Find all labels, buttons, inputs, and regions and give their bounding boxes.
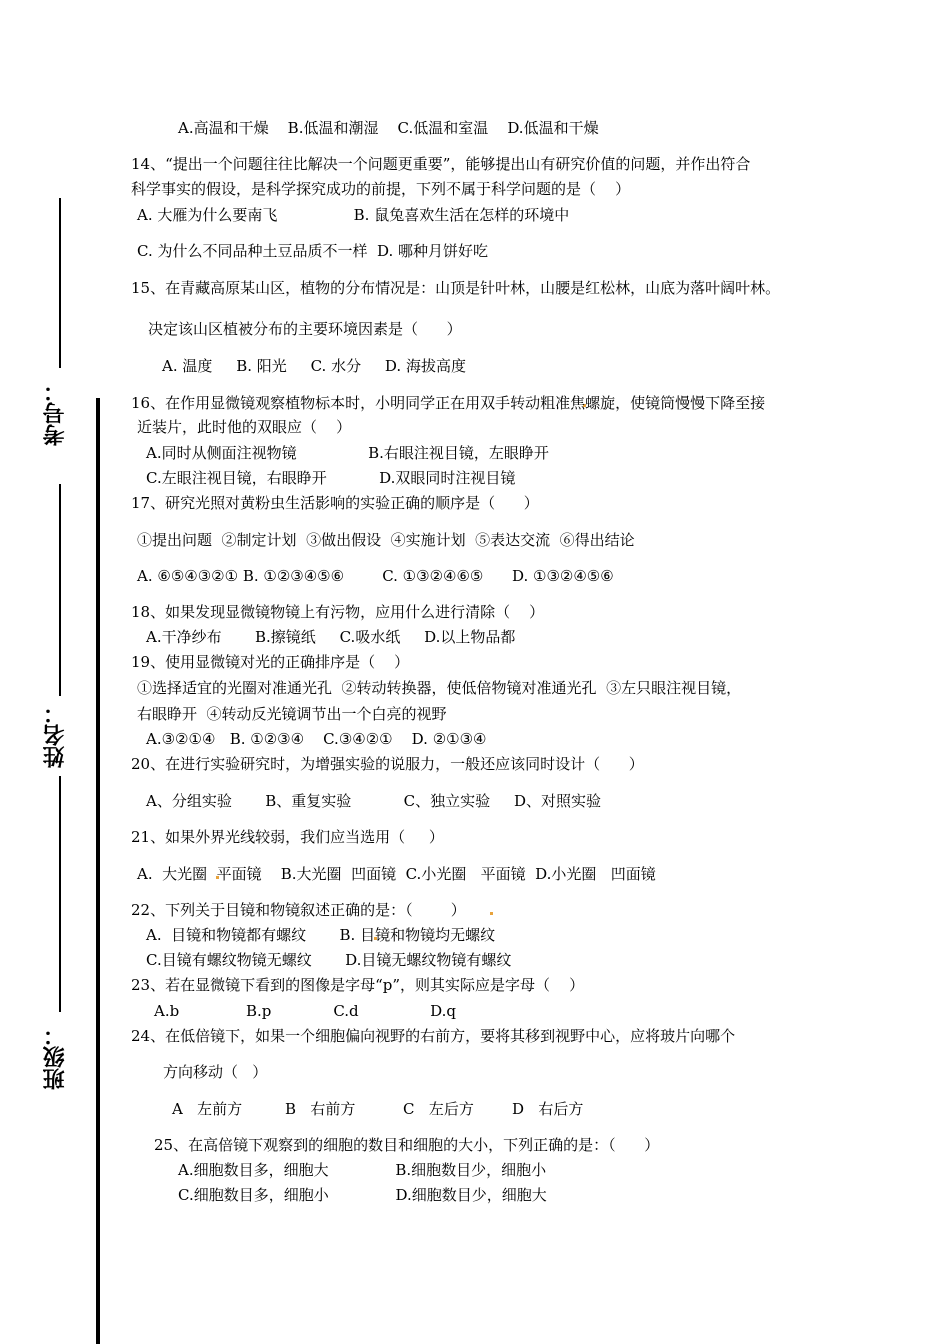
binding-line <box>96 398 100 1344</box>
q22-stem: 22、下列关于目镜和物镜叙述正确的是：（ ） <box>131 901 466 919</box>
q17-options: A. ⑥⑤④③②① B. ①②③④⑤⑥ C. ①③②④⑥⑤ D. ①③②④⑤⑥ <box>137 567 614 585</box>
q15-options: A. 温度 B. 阳光 C. 水分 D. 海拔高度 <box>162 357 466 375</box>
class-label: 班级： <box>43 1024 68 1090</box>
q22-options-ab: A. 目镜和物镜都有螺纹 B. 目镜和物镜均无螺纹 <box>146 926 496 944</box>
stray-dot <box>490 912 493 915</box>
q21-stem: 21、如果外界光线较弱，我们应当选用（ ） <box>131 828 444 846</box>
q14-stem: 14、“提出一个问题往往比解决一个问题更重要”，能够提出山有研究价值的问题，并作出符合 <box>131 155 751 173</box>
q16-stem-cont: 近装片，此时他的双眼应（ ） <box>137 418 352 436</box>
q19-steps: ①选择适宜的光圈对准通光孔 ②转动转换器，使低倍物镜对准通光孔 ③左只眼注视目镜， <box>137 679 742 697</box>
q19-steps-cont: 右眼睁开 ④转动反光镜调节出一个白亮的视野 <box>137 705 447 723</box>
q15-stem: 15、在青藏高原某山区，植物的分布情况是：山顶是针叶林，山腰是红松林，山底为落叶阔叶林。 <box>131 279 781 297</box>
q18-stem: 18、如果发现显微镜物镜上有污物，应用什么进行清除（ ） <box>131 603 545 621</box>
q22-options-cd: C.目镜有螺纹物镜无螺纹 D.目镜无螺纹物镜有螺纹 <box>146 951 512 969</box>
name-underline <box>59 484 61 696</box>
class-underline <box>59 776 61 1012</box>
q25-stem: 25、在高倍镜下观察到的细胞的数目和细胞的大小，下列正确的是：（ ） <box>154 1136 660 1154</box>
q15-stem-cont: 决定该山区植被分布的主要环境因素是（ ） <box>148 320 462 338</box>
q16-options-ab: A.同时从侧面注视物镜 B.右眼注视目镜，左眼睁开 <box>146 444 549 462</box>
q23-stem: 23、若在显微镜下看到的图像是字母“p”，则其实际应是字母（ ） <box>131 976 585 994</box>
q25-options-cd: C.细胞数目多，细胞小 D.细胞数目少，细胞大 <box>178 1186 547 1204</box>
q17-stem: 17、研究光照对黄粉虫生活影响的实验正确的顺序是（ ） <box>131 494 539 512</box>
q25-options-ab: A.细胞数目多，细胞大 B.细胞数目少，细胞小 <box>178 1161 547 1179</box>
q19-options: A.③②①④ B. ①②③④ C.③④②① D. ②①③④ <box>146 730 487 748</box>
q13-options: A.高温和干燥 B.低温和潮湿 C.低温和室温 D.低温和干燥 <box>178 119 599 137</box>
exam-no-label: 考号： <box>43 380 68 446</box>
q16-stem: 16、在作用显微镜观察植物标本时，小明同学正在用双手转动粗准焦螺旋，使镜筒慢慢下降至接 <box>131 394 766 412</box>
q20-stem: 20、在进行实验研究时，为增强实验的说服力，一般还应该同时设计（ ） <box>131 755 644 773</box>
q14-options-ab: A. 大雁为什么要南飞 B. 鼠兔喜欢生活在怎样的环境中 <box>137 206 570 224</box>
q16-options-cd: C.左眼注视目镜，右眼睁开 D.双眼同时注视目镜 <box>146 469 516 487</box>
q19-stem: 19、使用显微镜对光的正确排序是（ ） <box>131 653 410 671</box>
q24-options: A 左前方 B 右前方 C 左后方 D 右后方 <box>172 1100 584 1118</box>
q21-options: A. 大光圈 平面镜 B.大光圈 凹面镜 C.小光圈 平面镜 D.小光圈 凹面镜 <box>137 865 656 883</box>
q20-options: A、分组实验 B、重复实验 C、独立实验 D、对照实验 <box>146 792 602 810</box>
q18-options: A.干净纱布 B.擦镜纸 C.吸水纸 D.以上物品都 <box>146 628 516 646</box>
q24-stem: 24、在低倍镜下，如果一个细胞偏向视野的右前方，要将其移到视野中心，应将玻片向哪个 <box>131 1027 736 1045</box>
q14-stem-cont: 科学事实的假设，是科学探究成功的前提，下列不属于科学问题的是（ ） <box>131 180 631 198</box>
q23-options: A.b B.p C.d D.q <box>154 1002 457 1020</box>
q17-steps: ①提出问题 ②制定计划 ③做出假设 ④实施计划 ⑤表达交流 ⑥得出结论 <box>137 531 635 549</box>
q14-options-cd: C. 为什么不同品种土豆品质不一样 D. 哪种月饼好吃 <box>137 242 489 260</box>
name-label: 姓名： <box>43 702 68 768</box>
exam-no-underline <box>59 198 61 368</box>
q24-stem-cont: 方向移动（ ） <box>163 1063 268 1081</box>
